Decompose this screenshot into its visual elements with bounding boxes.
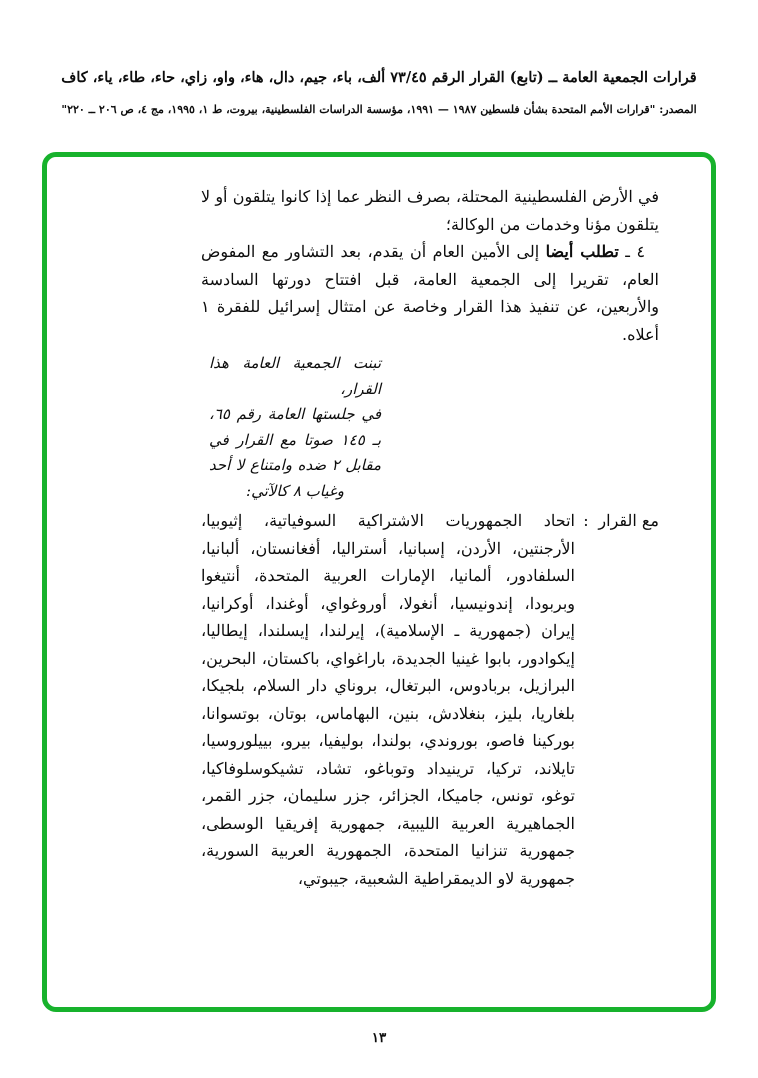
- voting-note-line: في جلستها العامة رقم ٦٥،: [209, 405, 381, 423]
- resolution-green-box: [42, 152, 716, 1012]
- item-4-number: ٤ ـ: [625, 242, 646, 261]
- item-4-text: إلى الأمين العام أن يقدم، بعد التشاور مع المفوض العام، تقريرا إلى الجمعية العامة، قبل افتتاح دورتها السادسة والأربعين، عن تنفيذ هذا القرار وخاصة عن امتثال إسرائيل للفقرة ١ أعلاه.: [201, 242, 659, 344]
- vote-with-row: [201, 507, 659, 892]
- page-number: ١٣: [371, 1030, 387, 1046]
- vote-with-label: مع القرار: [598, 511, 659, 530]
- voting-note-line: بـ ١٤٥ صوتا مع القرار في: [209, 430, 381, 449]
- vote-with-countries-list: اتحاد الجمهوريات الاشتراكية السوفياتية، إثيوبيا، الأرجنتين، الأردن، إسبانيا، أستراليا، أفغانستان، ألبانيا، السلفادور، ألمانيا، الإمارات العربية المتحدة، أنتيغوا وبربودا، إندونيسيا، أنغولا، أوروغواي، أوغندا، أوكرانيا، إيران (جمهورية ـ الإسلامية)، إيرلندا، إيسلندا، إيطاليا، إيكوادور، بابوا غينيا الجديدة، باراغواي، باكستان، البحرين، البرازيل، بربادوس، البرتغال، بروناي دار السلام، بلجيكا، بلغاريا، بليز، بنغلادش، بنين، البهاماس، بوتان، بوتسوانا، بوركينا فاصو، بوروندي، بولندا، بوليفيا، بيرو، بييلوروسيا، تايلاند، تركيا، ترينيداد وتوباغو، تشاد، تشيكوسلوفاكيا، توغو، تونس، جاميكا، الجزائر، جزر سليمان، جزر القمر، الجماهيرية العربية الليبية، جمهورية إفريقيا الوسطى، جمهورية تنزانيا المتحدة، الجمهورية العربية السورية، جمهورية لاو الديمقراطية الشعبية، جيبوتي،: [201, 511, 576, 888]
- paragraph-item-4: [201, 238, 659, 348]
- voting-note-line: مقابل ٢ ضده وامتناع لا أحد: [209, 456, 381, 474]
- voting-note-line: وغياب ٨ كالآتي:: [246, 481, 344, 500]
- vote-with-colon: :: [583, 511, 589, 530]
- item-4-bold-phrase: تطلب أيضا: [545, 242, 619, 261]
- resolution-text-column: [201, 183, 659, 892]
- paragraph-continuation: في الأرض الفلسطينية المحتلة، بصرف النظر عما إذا كانوا يتلقون أو لا يتلقون مؤنا وخدمات من الوكالة؛: [201, 187, 659, 234]
- page-title: قرارات الجمعية العامة ــ (تابع) القرار الرقم ٧٣/٤٥ ألف، باء، جيم، دال، هاء، واو، زاي، حاء، طاء، ياء، كاف: [61, 69, 697, 86]
- source-citation: المصدر: "قرارات الأمم المتحدة بشأن فلسطين ١٩٨٧ — ١٩٩١، مؤسسة الدراسات الفلسطينية، بيروت، ط ١، ١٩٩٥، مج ٤، ص ٢٠٦ ــ ٢٢٠": [61, 103, 697, 116]
- voting-note-line: تبنت الجمعية العامة هذا القرار،: [209, 354, 381, 398]
- voting-note-block: [209, 351, 381, 504]
